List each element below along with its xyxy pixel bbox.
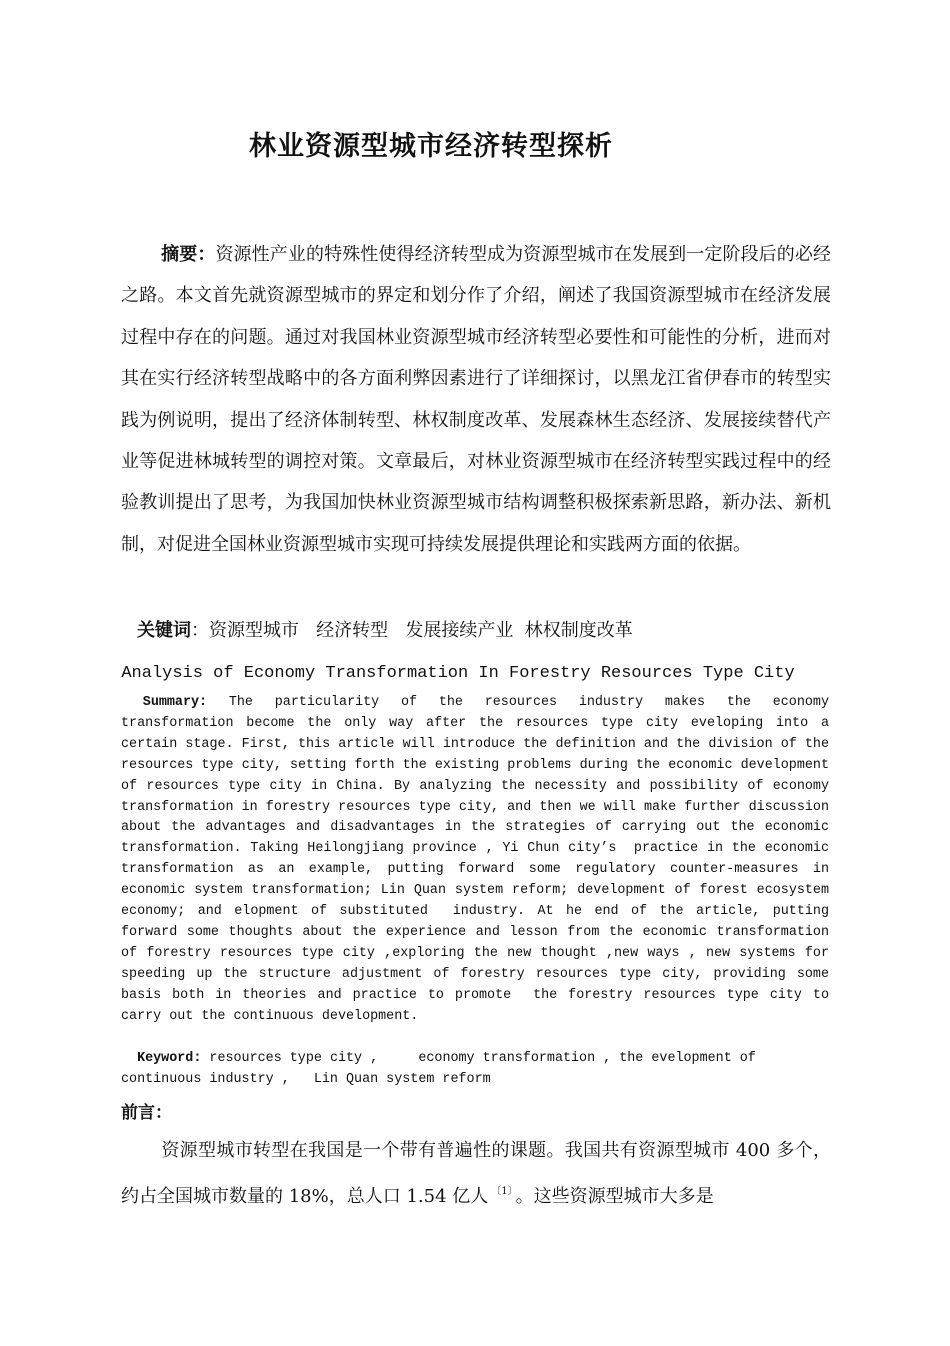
paper-title: 林业资源型城市经济转型探析 [249, 131, 613, 162]
summary-label: Summary: [142, 695, 208, 710]
preface-heading: 前言： [121, 1103, 172, 1123]
keywords-label: 关键词 [137, 620, 191, 641]
keyword-line-1: resources type city , economy transformation , the evelopment of [201, 1051, 756, 1066]
abstract-text: 资源性产业的特殊性使得经济转型成为资源型城市在发展到一定阶段后的必经之路。本文首先就资源型城市的界定和划分作了介绍，阐述了我国资源型城市在经济发展过程中存在的问题。通过对我国林业资源型城市经济转型必要性和可能性的分析，进而对其在实行经济转型战略中的各方面利弊因素进行了详细探讨，以黑龙江省伊春市的转型实践为例说明，提出了经济体制转型、林权制度改革、发展森林生态经济、发展接续替代产业等促进林城转型的调控对策。文章最后，对林业资源型城市在经济转型实践过程中的经验教训提出了思考，为我国加快林业资源型城市结构调整积极探索新思路，新办法、新机制，对促进全国林业资源型城市实现可持续发展提供理论和实践两方面的依据。 [121, 244, 832, 555]
preface-text-start: 资源型城市转型在我国是一个带有普遍性的课题。我国共有资源型城市 400 多个，约占全国城市数量的 18%，总人口 1.54 亿人 [121, 1140, 831, 1208]
english-abstract [121, 693, 838, 1028]
preface-paragraph [121, 1130, 831, 1218]
chinese-abstract [121, 234, 831, 565]
reference-marker[interactable]: 〔1〕 [491, 1186, 513, 1198]
preface-text-end: 。这些资源型城市大多是 [515, 1186, 714, 1208]
english-title: Analysis of Economy Transformation In Forestry Resources Type City [121, 664, 795, 683]
english-keywords [121, 1049, 829, 1091]
summary-text: The particularity of the resources industry makes the economy transformation become the only way after the resources type city eveloping into a certain stage. First, this article will introduce the definition and the division of the resources type city, setting forth the existing problems during the economic development of resources type city in China. By analyzing the necessity and possibility of economy transformation in forestry resources type city, and then we will make further discussion about the advantages and disadvantages in the strategies of carrying out the economic transformation. Taking Heilongjiang province , Yi Chun city’s practice in the economic transformation as an example, putting forward some regulatory counter-measures in economic system transformation; Lin Quan system reform; development of forest ecosystem economy; and elopment of substituted industry. At he end of the article, putting forward some thoughts about the experience and lesson from the economic transformation of forestry resources type city ,exploring the new thought ,new ways , new systems for speeding up the structure adjustment of forestry resources type city, providing some basis both in theories and practice to promote the forestry resources type city to carry out the continuous development. [121, 695, 838, 1024]
chinese-keywords [137, 618, 837, 644]
keyword-label: Keyword: [137, 1051, 202, 1066]
keyword-line-2: continuous industry , Lin Quan system reform [121, 1071, 491, 1087]
abstract-label: 摘要： [161, 244, 216, 265]
keywords-text: ：资源型城市 经济转型 发展接续产业 林权制度改革 [191, 620, 633, 641]
